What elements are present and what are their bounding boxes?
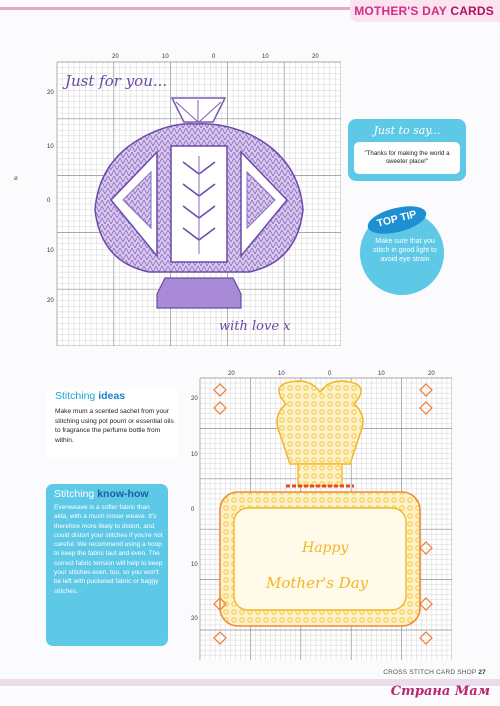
footer-publication bbox=[383, 669, 486, 676]
page-section-title bbox=[354, 4, 494, 18]
top-tip-title: TOP TIP bbox=[375, 208, 418, 230]
section-title-part1: MOTHER'S DAY bbox=[354, 4, 451, 18]
chart1-side-tick: 10 bbox=[47, 144, 54, 150]
stitching-ideas-title bbox=[55, 390, 125, 402]
margin-mark: ø bbox=[14, 176, 18, 182]
chart1-top-tick: 10 bbox=[262, 54, 269, 60]
chart2-script-line1: Happy bbox=[302, 540, 349, 556]
just-to-say-message: "Thanks for making the world a sweeter place!" bbox=[354, 142, 460, 174]
ideas-title-light: Stitching bbox=[55, 390, 99, 402]
stitching-ideas-body: Make mum a scented sachet from your stitching using pot pourri or essential oils to fragrance the perfume bottle from within. bbox=[55, 408, 174, 444]
just-to-say-title: Just to say... bbox=[373, 124, 441, 137]
know-how-title-bold: know-how bbox=[97, 488, 149, 500]
chart2-side-tick: 10 bbox=[191, 452, 198, 458]
chart-perfume-gold bbox=[190, 368, 452, 660]
chart2-side-tick: 20 bbox=[191, 396, 198, 402]
chart2-top-tick: 20 bbox=[428, 371, 435, 377]
section-title-part2: CARDS bbox=[450, 4, 494, 18]
chart1-script-top: Just for you... bbox=[65, 72, 168, 90]
watermark-logo: Страна Мам bbox=[390, 684, 490, 699]
footer-publication-name: CROSS STITCH CARD SHOP bbox=[383, 669, 479, 676]
chart2-top-tick: 10 bbox=[378, 371, 385, 377]
chart1-side-tick: 0 bbox=[47, 198, 51, 204]
bottle1-base bbox=[157, 278, 241, 308]
stitching-ideas-box bbox=[47, 387, 177, 459]
chart1-top-tick: 10 bbox=[162, 54, 169, 60]
chart2-top-tick: 10 bbox=[278, 371, 285, 377]
chart1-side-tick: 10 bbox=[47, 248, 54, 254]
just-to-say-box bbox=[348, 119, 466, 181]
know-how-title bbox=[54, 488, 149, 500]
know-how-body: Evenweave is a softer fabric than aida, with a much looser weave. It's therefore more likely to distort, and could distort your stitches if you're not careful. We recommend using a hoop to keep the fabric taut and even. The correct fabric tension will help to keep your stitches even, too, so you won't be left with puckered fabric or baggy stitches. bbox=[54, 504, 163, 595]
chart1-top-tick: 0 bbox=[212, 54, 216, 60]
top-tip-body: Make sure that you stitch in good light to avoid eye strain bbox=[373, 238, 437, 263]
chart-perfume-purple bbox=[45, 50, 341, 346]
chart2-script-line2: Mother's Day bbox=[266, 574, 369, 592]
bottle2-neck bbox=[298, 464, 342, 486]
chart1-top-tick: 20 bbox=[312, 54, 319, 60]
chart1-script-bottom: with love x bbox=[219, 319, 291, 334]
ideas-title-bold: ideas bbox=[98, 390, 126, 402]
know-how-title-light: Stitching bbox=[54, 488, 98, 500]
chart1-top-tick: 20 bbox=[112, 54, 119, 60]
bottle2-stopper bbox=[277, 381, 363, 464]
chart1-side-tick: 20 bbox=[47, 90, 54, 96]
chart1-side-tick: 20 bbox=[47, 298, 54, 304]
page-number: 27 bbox=[478, 669, 486, 676]
chart2-side-tick: 20 bbox=[191, 616, 198, 622]
know-how-box bbox=[46, 484, 168, 646]
header-tab bbox=[350, 0, 500, 22]
chart2-side-tick: 10 bbox=[191, 562, 198, 568]
chart2-top-tick: 0 bbox=[328, 371, 332, 377]
chart2-top-tick: 20 bbox=[228, 371, 235, 377]
chart2-side-tick: 0 bbox=[191, 507, 195, 513]
